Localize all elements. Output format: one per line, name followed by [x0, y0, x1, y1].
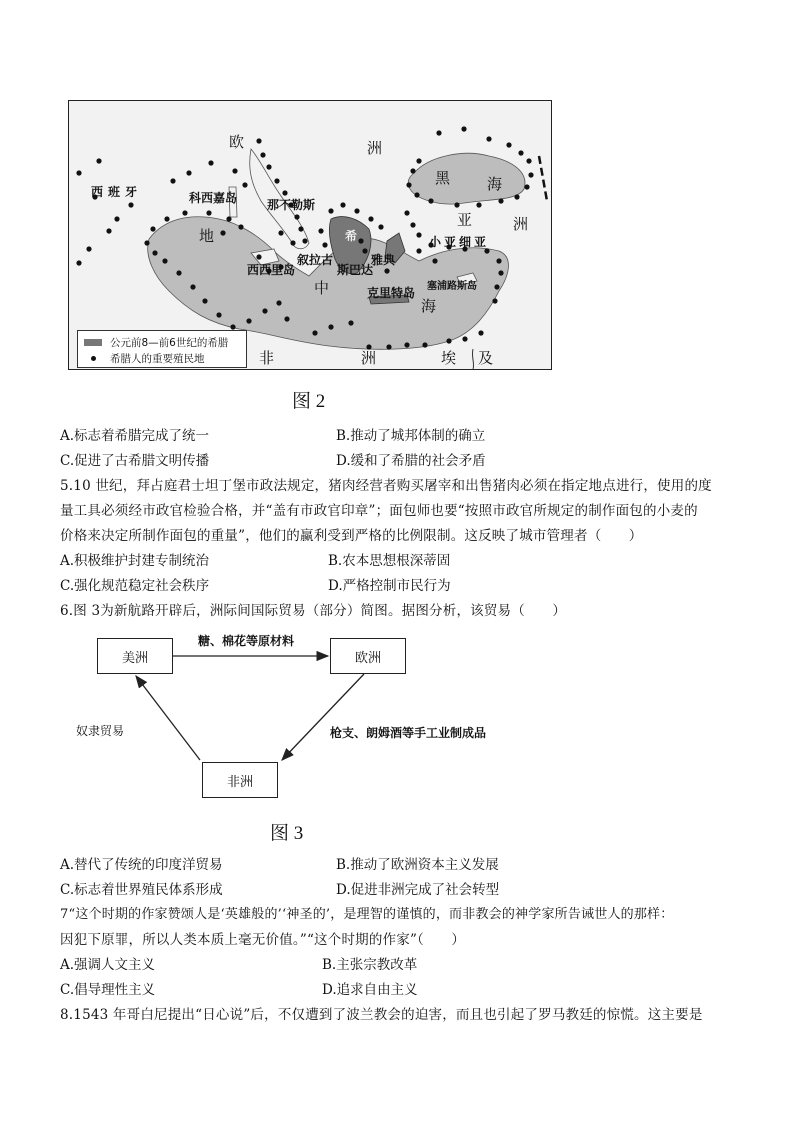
- label-to-europe: 糖、棉花等原材料: [198, 634, 295, 648]
- label-black-sea-a: 黑: [435, 169, 451, 187]
- label-sicily: 西西里岛: [247, 263, 296, 277]
- label-syracuse: 叙拉古: [297, 253, 334, 267]
- q4-option-d[interactable]: D.缓和了希腊的社会矛盾: [336, 453, 486, 469]
- label-sparta: 斯巴达: [337, 263, 374, 277]
- q7-option-c[interactable]: C.倡导理性主义: [60, 982, 156, 998]
- legend-colonies-label: 希腊人的重要殖民地: [110, 353, 205, 365]
- label-europe-b: 洲: [367, 139, 383, 157]
- arrow-europe-to-africa: [282, 674, 364, 760]
- q4-option-a[interactable]: A.标志着希腊完成了统一: [60, 428, 210, 444]
- q6-option-b[interactable]: B.推动了欧洲资本主义发展: [336, 857, 499, 873]
- label-sea-c: 海: [421, 297, 437, 315]
- label-spain: 西班牙: [91, 185, 143, 199]
- q5-stem-line-3: 价格来决定所制作面包的重量”，他们的赢利受到严格的比例限制。这反映了城市管理者（ ）: [60, 528, 643, 544]
- label-africa-b: 洲: [361, 349, 377, 367]
- label-to-africa: 枪支、朗姆酒等手工业制成品: [330, 726, 487, 740]
- label-greece-char: 希: [345, 229, 358, 243]
- box-europe: 欧洲: [330, 638, 406, 674]
- q7-option-b[interactable]: B.主张宗教改革: [322, 957, 418, 973]
- arrow-africa-to-america: [136, 676, 200, 760]
- q8-stem-line-1: 8.1543 年哥白尼提出“日心说”后，不仅遭到了波兰教会的迫害，而且也引起了罗马教廷的惊慌。这主要是: [60, 1007, 703, 1023]
- q7-option-d[interactable]: D.追求自由主义: [322, 982, 418, 998]
- q5-option-c[interactable]: C.强化规范稳定社会秩序: [60, 578, 210, 594]
- label-asia-a: 亚: [457, 211, 473, 229]
- q4-option-c[interactable]: C.促进了古希腊文明传播: [60, 453, 210, 469]
- box-africa: 非洲: [202, 762, 278, 798]
- q5-option-b[interactable]: B.农本思想根深蒂固: [328, 553, 451, 569]
- label-egypt: 埃及: [441, 349, 516, 367]
- q7-option-a[interactable]: A.强调人文主义: [60, 957, 156, 973]
- q5-stem-line-2: 量工具必须经市政官检验合格，并“盖有市政官印章”；面包师也要“按照市政官所规定的制作面包的小麦的: [60, 503, 698, 519]
- figure-3-caption: 图 3: [270, 823, 304, 844]
- label-europe-a: 欧: [229, 133, 245, 151]
- q7-stem-line-2: 因犯下原罪，所以人类本质上毫无价值。”“这个时期的作家”（ ）: [60, 932, 466, 948]
- label-africa-a: 非: [259, 349, 275, 367]
- label-athens: 雅典: [371, 253, 396, 267]
- label-sea-a: 地: [199, 227, 215, 245]
- box-america: 美洲: [97, 638, 173, 674]
- q7-stem-line-1: 7“这个时期的作家赞颂人是‘英雄般的’‘神圣的’，是理智的谨慎的，而非教会的神学家所告诫世人的那样：: [60, 907, 674, 922]
- q6-option-c[interactable]: C.标志着世界殖民体系形成: [60, 882, 223, 898]
- legend-greece-label: 公元前8—前6世纪的希腊: [110, 337, 229, 349]
- label-corsica: 科西嘉岛: [189, 191, 238, 205]
- label-cyprus: 塞浦路斯岛: [427, 281, 477, 292]
- q5-stem-line-1: 5.10 世纪，拜占庭君士坦丁堡市政法规定，猪肉经营者购买屠宰和出售猪肉必须在指定地点进行，使用的度: [60, 478, 712, 494]
- figure-2-caption: 图 2: [292, 391, 326, 412]
- label-naples: 那不勒斯: [267, 198, 316, 212]
- q6-option-d[interactable]: D.促进非洲完成了社会转型: [336, 882, 500, 898]
- label-black-sea-b: 海: [487, 175, 503, 193]
- q6-stem: 6.图 3为新航路开辟后，洲际间国际贸易（部分）简图。据图分析，该贸易（ ）: [60, 603, 567, 619]
- label-asia-minor: 小亚细亚: [429, 235, 490, 249]
- q5-option-d[interactable]: D.严格控制市民行为: [328, 578, 451, 594]
- label-asia-b: 洲: [513, 215, 529, 233]
- q4-option-b[interactable]: B.推动了城邦体制的确立: [336, 428, 486, 444]
- q6-option-a[interactable]: A.替代了传统的印度洋贸易: [60, 857, 223, 873]
- label-slave-trade: 奴隶贸易: [76, 724, 125, 738]
- q5-option-a[interactable]: A.积极维护封建专制统治: [60, 553, 210, 569]
- label-crete: 克里特岛: [367, 286, 416, 300]
- label-sea-b: 中: [314, 279, 330, 297]
